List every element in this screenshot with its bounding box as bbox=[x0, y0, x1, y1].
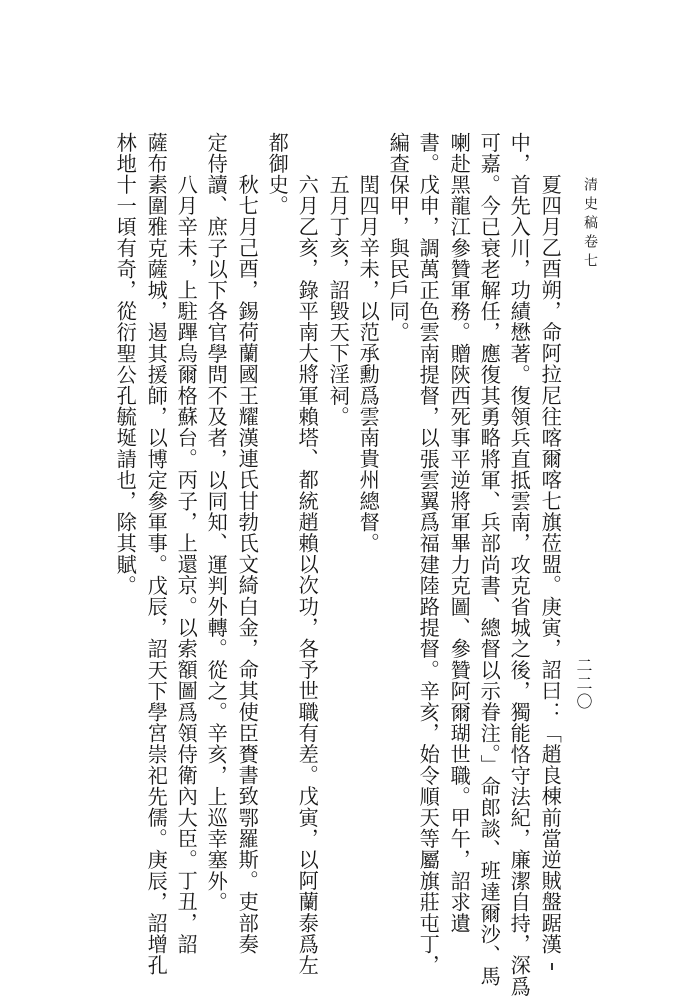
scan-speck bbox=[551, 963, 553, 970]
text-column: 薩布素圍雅克薩城，遏其援師，以博定參軍事。戊辰，詔天下學宮崇祀先儒。庚辰，詔增孔 bbox=[144, 132, 169, 976]
text-column: 喇赴黑龍江參贊軍務。贈陝西死事平逆將軍畢力克圖、參贊阿爾瑚世職。甲午，詔求遺 bbox=[447, 132, 472, 934]
running-header: 清史稿卷七 bbox=[582, 177, 598, 272]
text-column: 書。戊申，調萬正色雲南提督，以張雲翼爲福建陸路提督。辛亥，始令順天等屬旗莊屯丁， bbox=[416, 132, 441, 976]
text-column: 定侍讀、庶子以下各官學問不及者，以同知、運判外轉。從之。辛亥，上巡幸塞外。 bbox=[204, 132, 229, 913]
text-column: 五月丁亥，詔毀天下淫祠。 bbox=[326, 174, 351, 428]
page-number: 二二〇 bbox=[574, 657, 593, 711]
text-column: 都御史。 bbox=[265, 132, 290, 217]
text-column: 編查保甲，與民戶同。 bbox=[386, 132, 411, 343]
text-column: 八月辛未，上駐蹕烏爾格蘇台。丙子，上還京。以索額圖爲領侍衛內大臣。丁丑，詔 bbox=[174, 174, 199, 955]
text-column: 秋七月己酉，錫荷蘭國王耀漢連氏甘勃氏文綺白金，命其使臣賚書致鄂羅斯。吏部奏 bbox=[235, 174, 260, 955]
text-column: 中，首先入川，功績懋著。復領兵直抵雲南，攻克省城之後，獨能恪守法紀，廉潔自持，深爲 bbox=[507, 132, 532, 998]
text-column: 六月乙亥，錄平南大將軍賴塔、都統趙賴以次功，各予世職有差。戊寅，以阿蘭泰爲左 bbox=[295, 174, 320, 976]
text-column: 可嘉。今已衰老解任，應復其勇略將軍、兵部尚書、總督以示眷注。」命郎談、班達爾沙、馬 bbox=[477, 132, 502, 987]
text-column: 閏四月辛未，以范承勳爲雲南貴州總督。 bbox=[356, 174, 381, 554]
text-column: 夏四月乙酉朔，命阿拉尼往喀爾喀七旗莅盟。庚寅，詔曰：「趙良棟前當逆賊盤踞漢 bbox=[538, 174, 563, 955]
text-column: 林地十一頃有奇，從衍聖公孔毓埏請也，除其賦。 bbox=[113, 132, 138, 597]
